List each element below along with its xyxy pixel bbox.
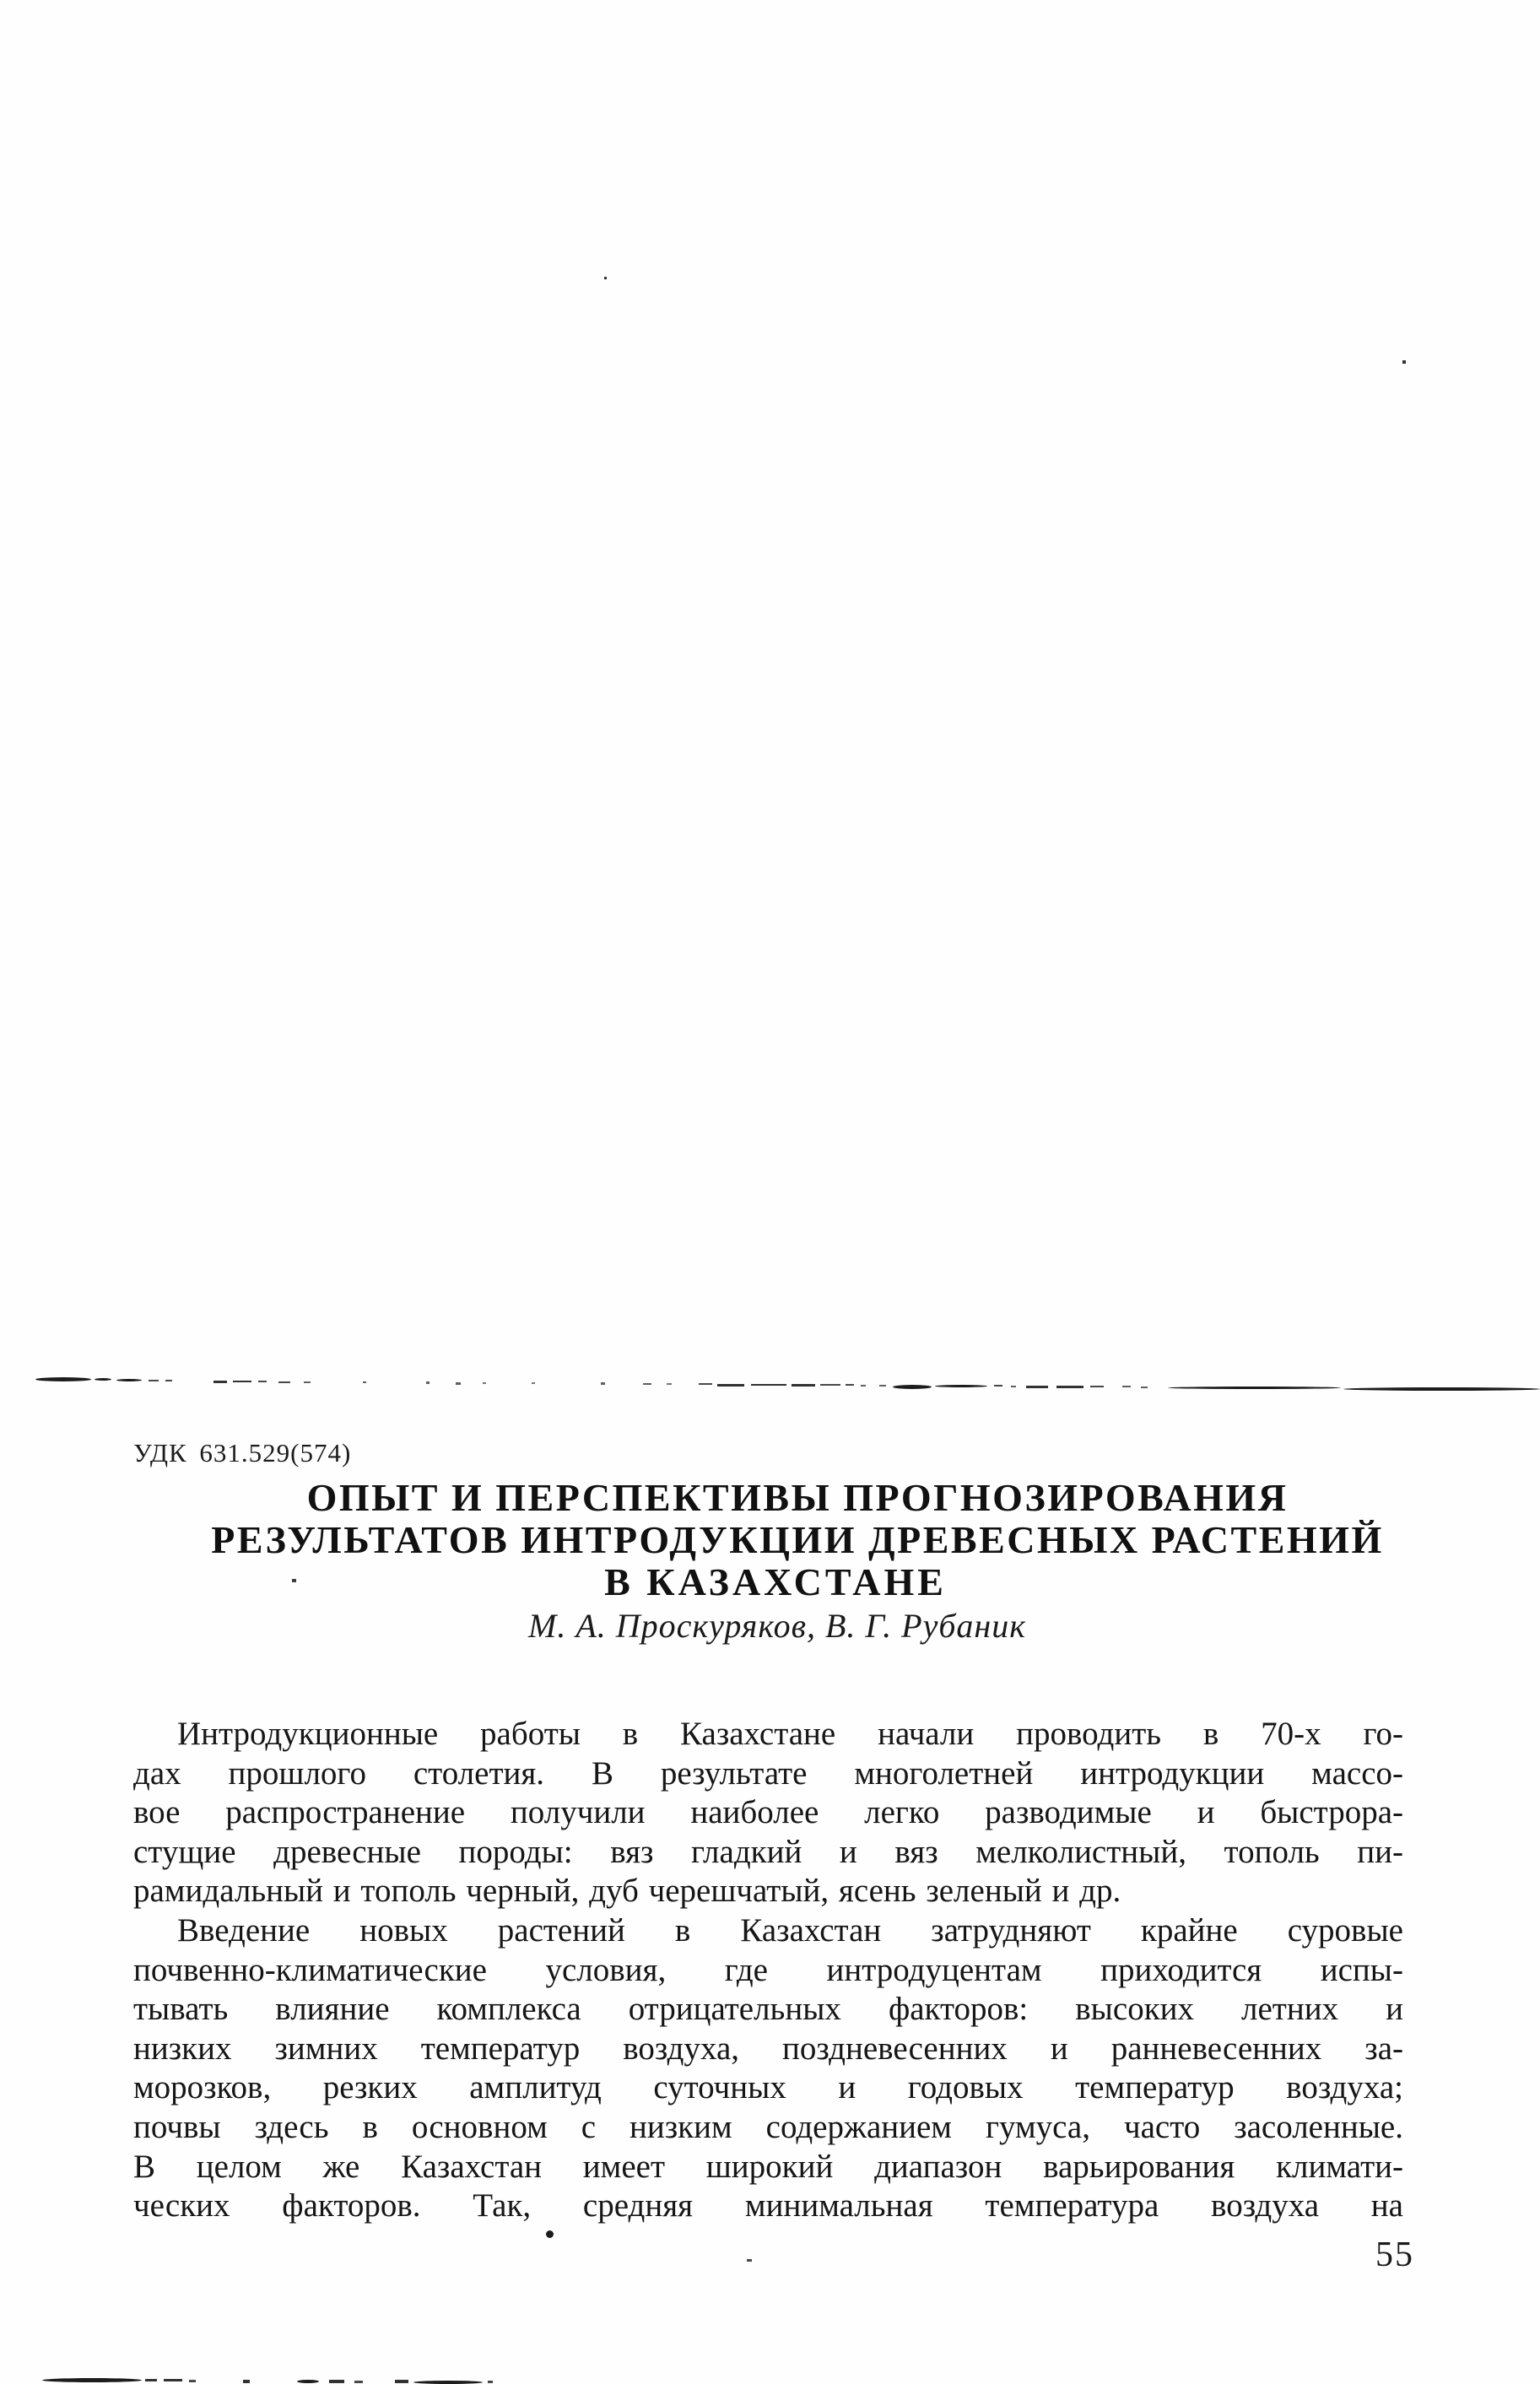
- body-text-line: Интродукционные работы в Казахстане начали проводить в 70-х го-: [177, 1716, 1403, 1752]
- scan-crease-line-segment: [1090, 1386, 1104, 1387]
- scan-crease-line-segment: [165, 1380, 172, 1381]
- scan-crease-line-segment: [95, 1378, 111, 1381]
- scan-crease-line-segment: [1141, 1387, 1148, 1388]
- article-title: [135, 1477, 1460, 1603]
- body-text-line: тывать влияние комплекса отрицательных факторов: высоких летних и: [133, 1991, 1403, 2028]
- scan-crease-line-segment: [304, 1381, 311, 1383]
- scan-crease-line-segment: [213, 1381, 227, 1383]
- scan-crease-line-segment: [456, 1382, 461, 1385]
- authors-line: [135, 1606, 1460, 1646]
- scan-crease-line-segment: [820, 1384, 840, 1386]
- ink-speck: [546, 2230, 554, 2238]
- scan-crease-line-segment: [717, 1384, 744, 1387]
- scan-crease-line-segment: [751, 1384, 786, 1386]
- scan-crease-line-segment: [1343, 1387, 1540, 1391]
- scan-edge-artifact: [145, 2379, 157, 2381]
- body-text-line: рамидальный и тополь черный, дуб черешчатый, ясень зеленый и др.: [133, 1873, 1121, 1910]
- scan-crease-line-segment: [643, 1383, 651, 1385]
- scan-edge-artifact: [329, 2380, 344, 2383]
- scan-crease-line-segment: [1168, 1387, 1341, 1389]
- scan-crease-line-segment: [1056, 1386, 1083, 1388]
- scan-crease-line-segment: [1026, 1386, 1048, 1388]
- scan-crease-line-segment: [233, 1381, 251, 1382]
- scan-crease-line-segment: [699, 1383, 712, 1385]
- scan-crease-line-segment: [861, 1385, 866, 1387]
- article-title-line: В КАЗАХСТАНЕ: [604, 1560, 947, 1603]
- article-title-line: ОПЫТ И ПЕРСПЕКТИВЫ ПРОГНОЗИРОВАНИЯ: [306, 1476, 1289, 1519]
- scan-crease-line-segment: [792, 1384, 815, 1387]
- scan-crease-line-segment: [1122, 1386, 1131, 1387]
- scan-crease-line-segment: [667, 1383, 672, 1385]
- scan-edge-artifact: [42, 2378, 142, 2382]
- scan-crease-line-segment: [116, 1379, 142, 1381]
- body-text-line: почвы здесь в основном с низким содержанием гумуса, часто засоленные.: [133, 2108, 1403, 2145]
- ink-speck: [747, 2259, 752, 2262]
- scan-crease-line-segment: [601, 1382, 605, 1385]
- scan-crease-line-segment: [935, 1385, 987, 1387]
- scan-crease-line-segment: [994, 1385, 1002, 1387]
- body-text: [133, 1715, 1403, 2226]
- scan-crease-line-segment: [426, 1381, 430, 1384]
- scan-crease-line-segment: [532, 1382, 535, 1384]
- scan-crease-line-segment: [149, 1380, 159, 1381]
- body-text-line: В целом же Казахстан имеет широкий диапазон варьирования климати-: [133, 2148, 1403, 2185]
- udk-code: УДК 631.529(574): [133, 1438, 352, 1468]
- scan-edge-artifact: [488, 2381, 493, 2383]
- ink-speck: [604, 277, 607, 279]
- scan-crease-line-segment: [258, 1381, 267, 1382]
- scan-edge-artifact: [297, 2380, 319, 2383]
- scan-crease-line-segment: [35, 1377, 91, 1381]
- scan-edge-artifact: [395, 2380, 408, 2383]
- scan-crease-line-segment: [879, 1385, 886, 1387]
- body-text-line: дах прошлого столетия. В результате многолетней интродукции массо-: [133, 1754, 1403, 1792]
- scan-crease-line-segment: [1011, 1386, 1016, 1387]
- scan-edge-artifact: [243, 2380, 250, 2383]
- body-text-line: ческих факторов. Так, средняя минимальная температура воздуха на: [133, 2187, 1403, 2225]
- scan-edge-artifact: [354, 2381, 363, 2383]
- ink-speck: [1402, 360, 1406, 364]
- body-text-line: низких зимних температур воздуха, поздневесенних и ранневесенних за-: [133, 2030, 1403, 2067]
- scan-edge-artifact: [413, 2381, 483, 2384]
- scan-edge-artifact: [189, 2380, 196, 2382]
- scan-crease-line-segment: [483, 1382, 486, 1384]
- scan-crease-line-segment: [363, 1381, 366, 1383]
- body-text-line: стущие древесные породы: вяз гладкий и вяз мелколистный, тополь пи-: [133, 1833, 1403, 1870]
- authors-names: М. А. Проскуряков, В. Г. Рубаник: [528, 1607, 1026, 1645]
- body-text-line: Введение новых растений в Казахстан затрудняют крайне суровые: [177, 1911, 1403, 1949]
- scan-crease-line-segment: [846, 1384, 854, 1386]
- scan-edge-artifact: [164, 2379, 182, 2381]
- body-text-line: почвенно-климатические условия, где интродуцентам приходится испы-: [133, 1951, 1403, 1988]
- ink-speck: [292, 1579, 296, 1582]
- page-number: 55: [1375, 2235, 1414, 2274]
- article-title-line: РЕЗУЛЬТАТОВ ИНТРОДУКЦИИ ДРЕВЕСНЫХ РАСТЕНИЙ: [211, 1518, 1384, 1561]
- body-text-line: вое распространение получили наиболее легко разводимые и быстрора-: [133, 1794, 1403, 1831]
- scan-crease-line-segment: [278, 1381, 290, 1383]
- body-text-line: морозков, резких амплитуд суточных и годовых температур воздуха;: [133, 2069, 1403, 2106]
- scan-crease-line-segment: [893, 1385, 932, 1389]
